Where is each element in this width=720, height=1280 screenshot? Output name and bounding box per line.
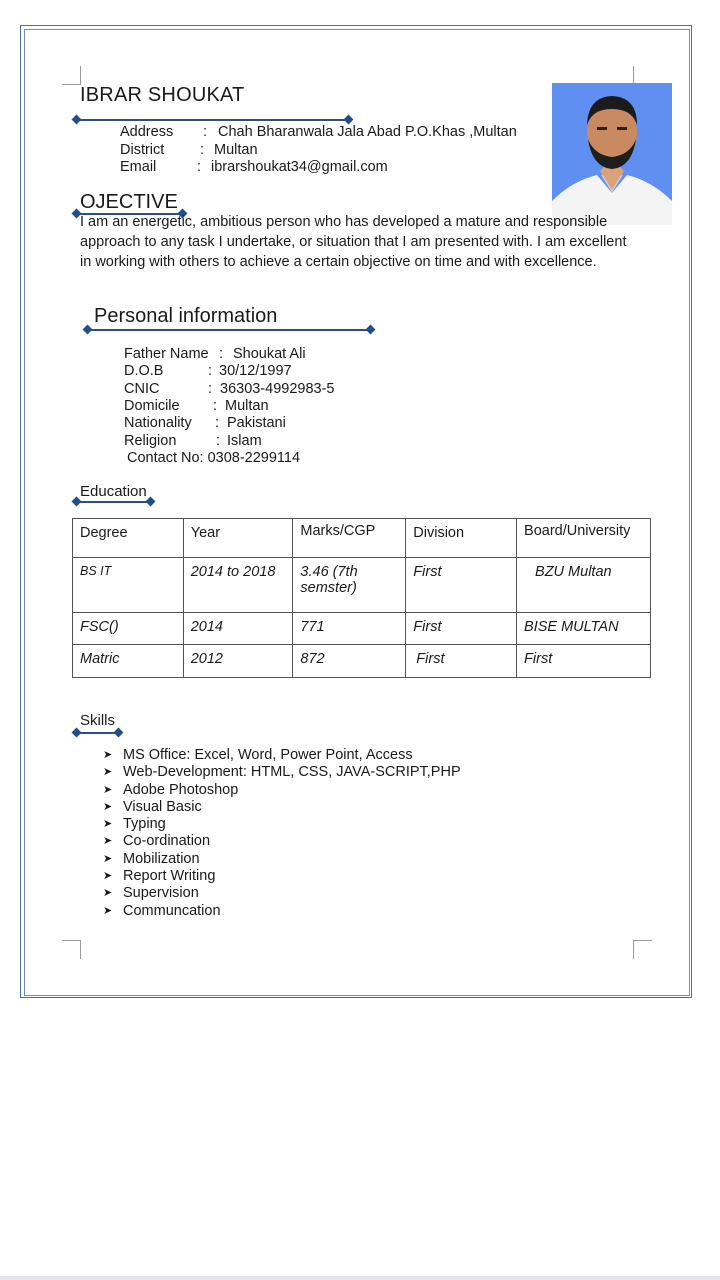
district-value: Multan: [214, 141, 258, 158]
table-cell: First: [406, 558, 517, 613]
address-sep: :: [203, 124, 208, 140]
table-row: [73, 645, 651, 678]
domicile-label: Domicile: [124, 397, 180, 414]
arrow-bullet-icon: ➤: [103, 887, 113, 900]
nationality-sep: :: [215, 415, 220, 432]
skill-text: MS Office: Excel, Word, Power Point, Access: [123, 747, 413, 763]
table-cell: Matric: [73, 645, 184, 678]
skill-text: Visual Basic: [123, 798, 202, 815]
objective-heading: OJECTIVE: [80, 191, 178, 213]
col-year: Year: [183, 519, 293, 558]
nationality-label: Nationality: [124, 415, 192, 432]
table-cell: FSC(): [73, 613, 184, 645]
cnic-label: CNIC: [124, 380, 160, 397]
arrow-bullet-icon: ➤: [103, 852, 113, 865]
table-row: [73, 613, 651, 645]
objective-text: I am an energetic, ambitious person who has developed a mature and responsible approach to any task I undertake, or situation that I am presented with. I am excellent in working with others to achieve a certain objective on time and with excellence.: [80, 214, 627, 270]
profile-photo: [552, 83, 672, 225]
scroll-track[interactable]: [0, 1276, 720, 1280]
list-item: [103, 816, 461, 833]
arrow-bullet-icon: ➤: [103, 800, 113, 813]
district-label: District: [120, 141, 165, 158]
education-heading: Education: [80, 483, 147, 500]
table-cell: 771: [293, 613, 406, 645]
arrow-bullet-icon: ➤: [103, 904, 113, 917]
arrow-bullet-icon: ➤: [103, 870, 113, 883]
district-sep: :: [200, 141, 205, 158]
table-cell: First: [406, 645, 517, 678]
skill-text: Communcation: [123, 902, 221, 919]
table-cell: BZU Multan: [517, 558, 651, 613]
arrow-bullet-icon: ➤: [103, 766, 113, 779]
table-row: [73, 558, 651, 613]
email-sep: :: [197, 159, 202, 175]
table-cell: First: [517, 645, 651, 678]
cnic-sep: :: [208, 380, 213, 397]
table-cell: 2014 to 2018: [183, 558, 293, 613]
religion-label: Religion: [124, 432, 177, 449]
domicile-value: Multan: [225, 397, 269, 414]
email-label: Email: [120, 159, 157, 175]
father-name-label: Father Name: [124, 346, 209, 362]
list-item: [103, 799, 461, 816]
skill-text: Adobe Photoshop: [123, 781, 239, 798]
education-table: [72, 518, 651, 678]
applicant-name: IBRAR SHOUKAT: [80, 84, 245, 106]
table-cell: BS IT: [73, 558, 184, 613]
skill-text: Mobilization: [123, 850, 200, 867]
domicile-sep: :: [213, 397, 218, 414]
table-cell: BISE MULTAN: [517, 613, 651, 645]
nationality-value: Pakistani: [227, 415, 286, 432]
skill-text: Supervision: [123, 885, 199, 902]
col-degree: Degree: [73, 519, 184, 558]
crop-mark-bottom-left: [62, 940, 81, 959]
religion-value: Islam: [227, 432, 262, 449]
religion-sep: :: [216, 432, 221, 449]
skill-text: Report Writing: [123, 868, 216, 885]
col-division: Division: [406, 519, 517, 558]
list-item: [103, 851, 461, 868]
table-cell: First: [406, 613, 517, 645]
list-item: [103, 903, 461, 920]
col-marks: Marks/CGP: [293, 519, 406, 558]
table-cell: 2014: [183, 613, 293, 645]
table-cell: 2012: [183, 645, 293, 678]
arrow-bullet-icon: ➤: [103, 749, 113, 761]
list-item: [103, 868, 461, 885]
arrow-bullet-icon: ➤: [103, 818, 113, 831]
arrow-bullet-icon: ➤: [103, 783, 113, 796]
email-value: ibrarshoukat34@gmail.com: [211, 159, 388, 175]
list-item: [103, 764, 461, 781]
skills-list: [103, 747, 461, 920]
father-name-value: Shoukat Ali: [233, 346, 306, 362]
personal-info-underline: [88, 329, 371, 331]
skill-text: Typing: [123, 816, 166, 833]
address-value: Chah Bharanwala Jala Abad P.O.Khas ,Multan: [218, 124, 517, 140]
table-cell: 872: [293, 645, 406, 678]
list-item: [103, 747, 461, 764]
skills-heading: Skills: [80, 712, 116, 729]
personal-info-heading: Personal information: [94, 305, 278, 327]
skill-text: Web-Development: HTML, CSS, JAVA-SCRIPT,PHP: [123, 764, 461, 781]
profile-photo-illustration: [552, 83, 672, 225]
name-underline: [77, 119, 349, 121]
contact-number: Contact No: 0308-2299114: [127, 449, 301, 466]
crop-mark-bottom-right: [633, 940, 652, 959]
dob-value: 30/12/1997: [219, 363, 292, 380]
list-item: [103, 782, 461, 799]
skill-text: Co-ordination: [123, 833, 211, 850]
list-item: [103, 833, 461, 850]
cnic-value: 36303-4992983-5: [220, 380, 335, 397]
personal-fields: [124, 346, 444, 468]
crop-mark-top-left: [62, 66, 81, 85]
education-underline: [77, 501, 151, 503]
address-label: Address: [120, 124, 174, 140]
table-header-row: [73, 519, 651, 558]
table-cell: 3.46 (7th semster): [293, 558, 406, 613]
father-name-sep: :: [219, 346, 224, 362]
contact-fields: [120, 124, 540, 178]
col-board: Board/University: [517, 519, 651, 558]
list-item: [103, 885, 461, 902]
dob-sep: :: [208, 363, 213, 380]
dob-label: D.O.B: [124, 363, 164, 380]
arrow-bullet-icon: ➤: [103, 835, 113, 848]
